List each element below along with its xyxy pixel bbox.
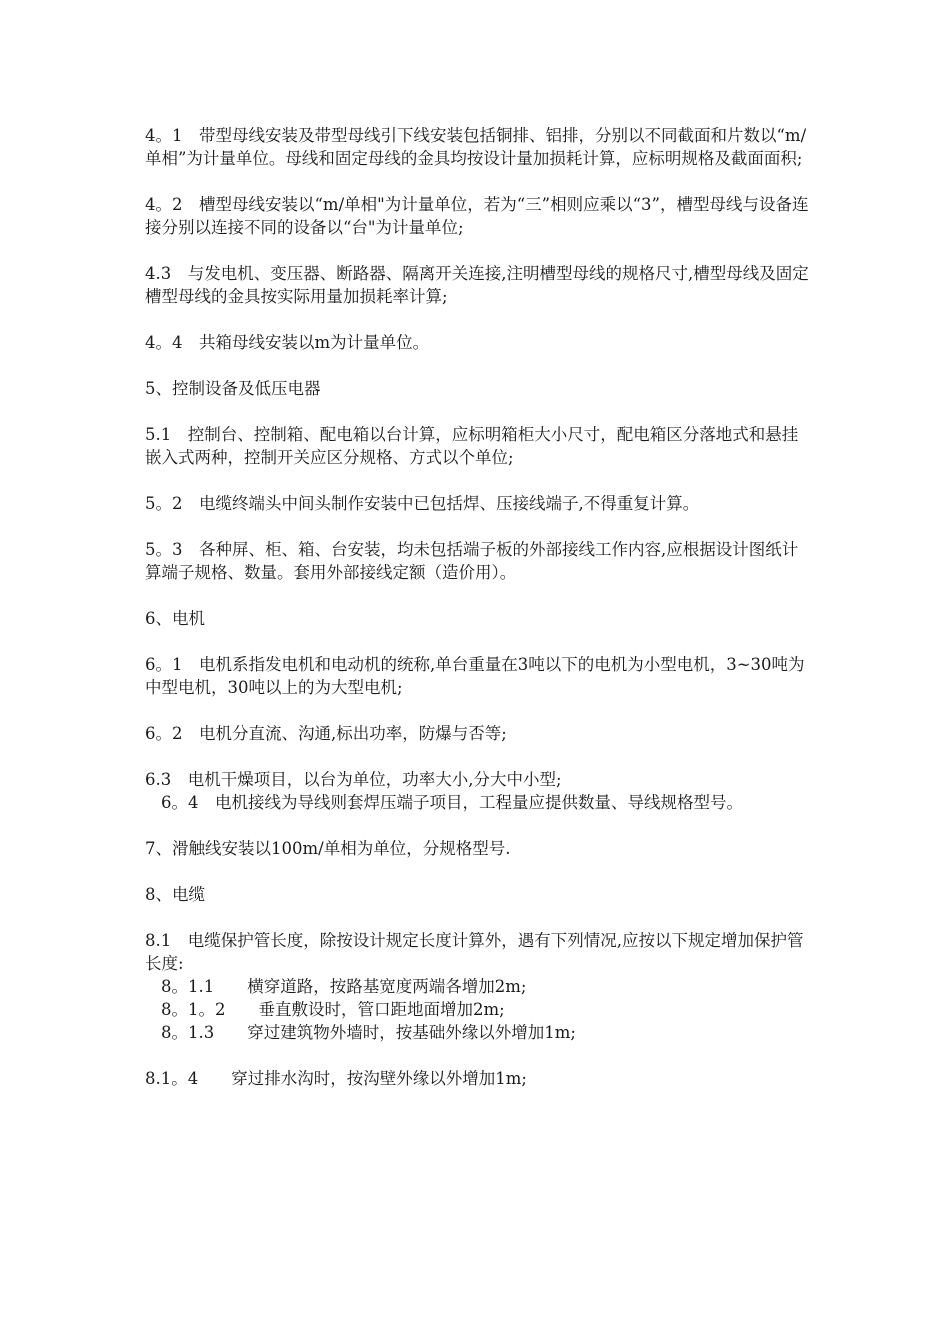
paragraph-6-1: 6。1 电机系指发电机和电动机的统称,单台重量在3吨以下的电机为小型电机，3~30吨为中型电机，30吨以上的为大型电机; [145,655,805,697]
paragraph-4-1: 4。1 带型母线安装及带型母线引下线安装包括铜排、铝排，分别以不同截面和片数以“m/单相”为计量单位。母线和固定母线的金具均按设计量加损耗计算，应标明规格及截面面积; [145,126,807,168]
paragraph-5-1: 5.1 控制台、控制箱、配电箱以台计算，应标明箱柜大小尺寸，配电箱区分落地式和悬挂嵌入式两种，控制开关应区分规格、方式以个单位; [145,425,799,467]
section-heading-7: 7、滑触线安装以100m/单相为单位，分规格型号. [145,839,511,858]
section-heading-6: 6、电机 [145,609,205,628]
paragraph-4-4: 4。4 共箱母线安装以m为计量单位。 [145,333,430,352]
paragraph-8-1-2: 8。1。2 垂直敷设时，管口距地面增加2m; [161,1000,505,1019]
section-heading-8: 8、电缆 [145,885,205,904]
paragraph-8-1-4: 8.1。4 穿过排水沟时，按沟壁外缘以外增加1m; [145,1069,527,1088]
paragraph-6-3: 6.3 电机干燥项目，以台为单位，功率大小,分大中小型; [145,770,562,789]
paragraph-8-1-3: 8。1.3 穿过建筑物外墙时，按基础外缘以外增加1m; [161,1023,576,1042]
section-heading-5: 5、控制设备及低压电器 [145,379,321,398]
paragraph-5-2: 5。2 电缆终端头中间头制作安装中已包括焊、压接线端子,不得重复计算。 [145,494,700,513]
paragraph-5-3: 5。3 各种屏、柜、箱、台安装，均未包括端子板的外部接线工作内容,应根据设计图纸计算端子规格、数量。套用外部接线定额（造价用）。 [145,540,799,582]
paragraph-4-3: 4.3 与发电机、变压器、断路器、隔离开关连接,注明槽型母线的规格尺寸,槽型母线及固定槽型母线的金具按实际用量加损耗率计算; [145,264,809,306]
paragraph-6-2: 6。2 电机分直流、沟通,标出功率，防爆与否等; [145,724,507,743]
document-body [145,124,813,1090]
paragraph-8-1-1: 8。1.1 横穿道路，按路基宽度两端各增加2m; [161,977,527,996]
paragraph-6-4: 6。4 电机接线为导线则套焊压端子项目，工程量应提供数量、导线规格型号。 [161,793,743,812]
paragraph-8-1: 8.1 电缆保护管长度，除按设计规定长度计算外，遇有下列情况,应按以下规定增加保护管长度: [145,931,804,973]
paragraph-4-2: 4。2 槽型母线安装以“m/单相"为计量单位，若为“三”相则应乘以“3”，槽型母线与设备连接分别以连接不同的设备以“台"为计量单位; [145,195,809,237]
